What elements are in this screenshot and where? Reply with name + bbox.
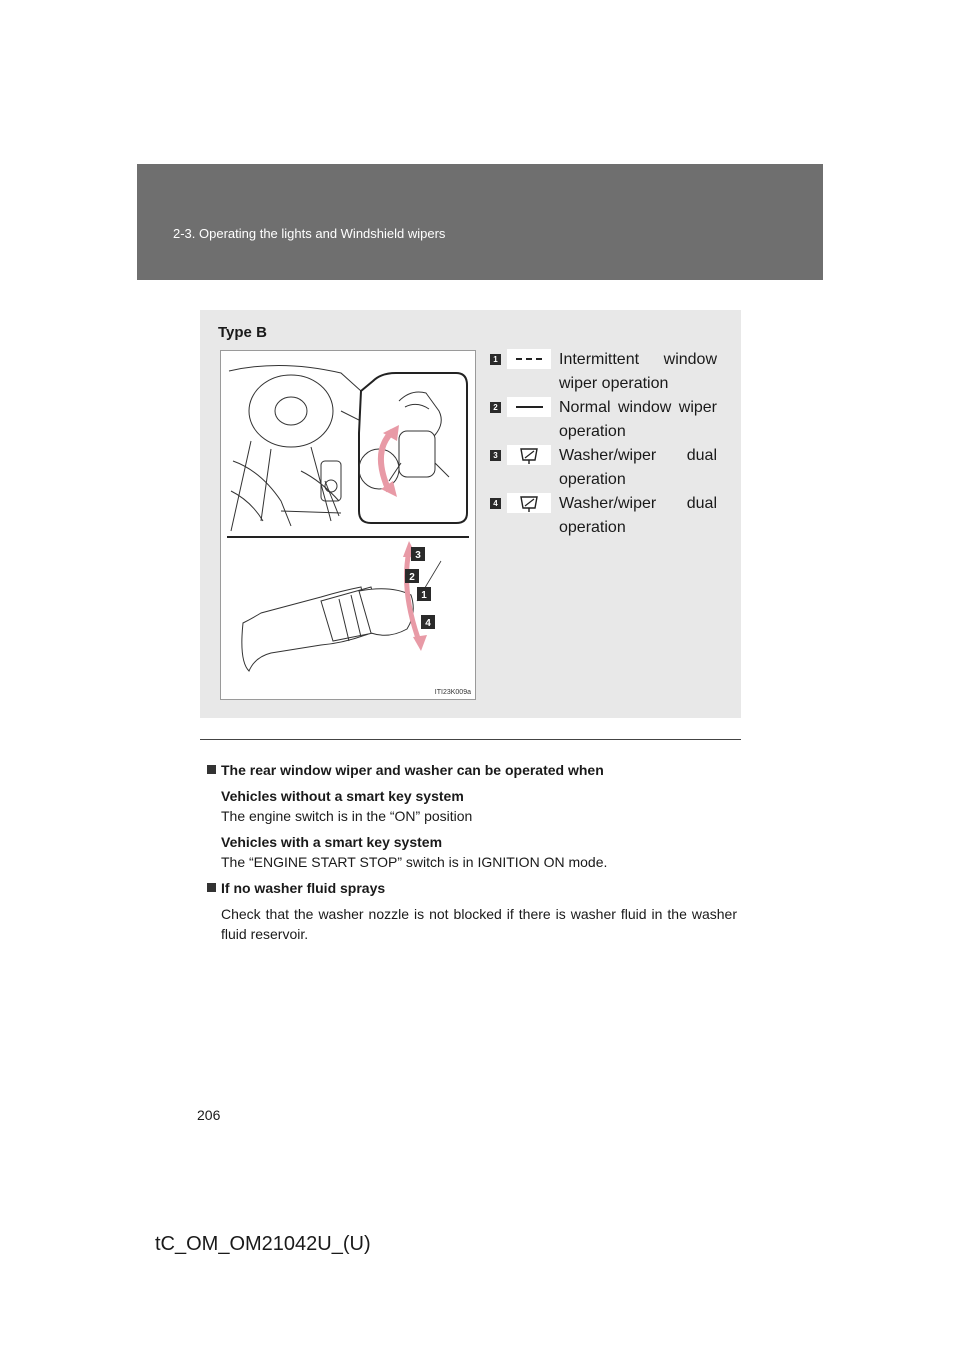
type-b-panel: [200, 310, 741, 718]
legend-text: Intermittent window wiper operation: [559, 351, 717, 392]
lever-label-4: 4: [425, 618, 431, 629]
note-text-no-fluid: Check that the washer nozzle is not blocked if there is washer fluid in the washer fluid reservoir.: [221, 906, 737, 942]
legend-number: 2: [490, 402, 501, 413]
washer-wiper-icon: [507, 445, 551, 465]
document-code: tC_OM_OM21042U_(U): [155, 1233, 371, 1255]
note-heading-text: The rear window wiper and washer can be operated when: [221, 762, 604, 778]
wiper-lever: [242, 587, 413, 671]
section-divider: [200, 739, 741, 740]
intermittent-dashed-line-icon: [507, 349, 551, 369]
section-header: [137, 164, 823, 280]
wiper-lever-illustration: [220, 350, 476, 700]
legend-number: 3: [490, 450, 501, 461]
lever-label-3: 3: [415, 550, 421, 561]
legend-text: Washer/wiper dual operation: [559, 447, 717, 488]
washer-wiper-icon: [507, 493, 551, 513]
figure-code: ITI23K009a: [434, 689, 471, 696]
note-heading-no-fluid: [207, 878, 737, 898]
normal-solid-line-icon: [507, 397, 551, 417]
legend-text: Washer/wiper dual operation: [559, 495, 717, 536]
lever-label-1: 1: [421, 590, 427, 601]
dashboard-drawing: [229, 365, 361, 531]
lever-arrow-head-down: [413, 635, 427, 651]
note-text-no-smart-key: The engine switch is in the “ON” position: [221, 808, 473, 824]
note-subheading-smart-key: Vehicles with a smart key system: [221, 834, 443, 850]
notes-section: [207, 760, 737, 944]
bullet-square-icon: [207, 765, 216, 774]
legend-text: Normal window wiper operation: [559, 399, 717, 440]
note-text-smart-key: The “ENGINE START STOP” switch is in IGNITION ON mode.: [221, 854, 608, 870]
lever-label-2: 2: [409, 572, 415, 583]
note-heading-text: If no washer fluid sprays: [221, 880, 386, 896]
note-heading-operation: [207, 760, 737, 780]
section-title: 2-3. Operating the lights and Windshield wipers: [173, 226, 446, 241]
bullet-square-icon: [207, 883, 216, 892]
legend-number: 4: [490, 498, 501, 509]
lever-diagram-svg: [221, 351, 475, 699]
note-subheading-no-smart-key: Vehicles without a smart key system: [221, 788, 464, 804]
page-number: 206: [197, 1107, 221, 1123]
panel-title: Type B: [218, 324, 267, 341]
legend-number: 1: [490, 354, 501, 365]
